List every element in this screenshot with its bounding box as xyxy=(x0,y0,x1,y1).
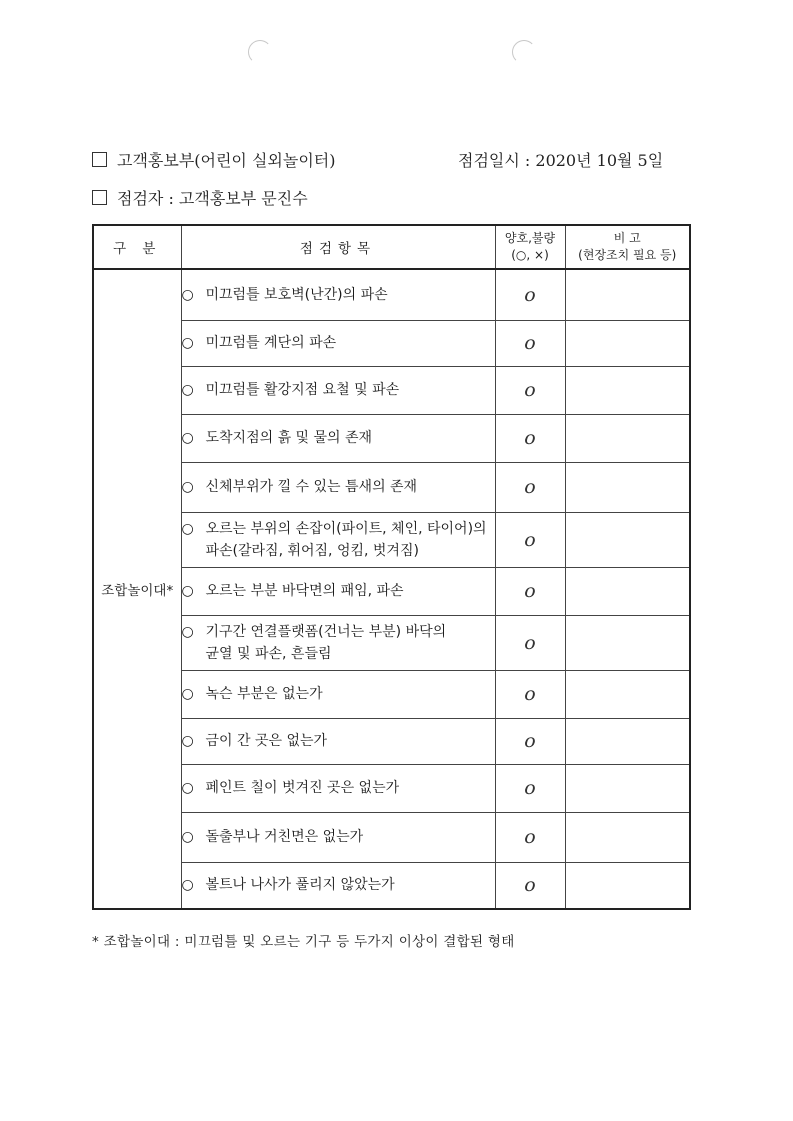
table-row xyxy=(93,670,690,718)
category-cell: 조합놀이대* xyxy=(93,269,181,909)
result-mark: o xyxy=(495,462,565,512)
col-note-line1: 비 고 xyxy=(613,231,641,245)
result-mark: o xyxy=(495,320,565,366)
bullet-icon: ○ xyxy=(181,382,194,398)
check-item-text-cont: 파손(갈라짐, 휘어짐, 엉킴, 벗겨짐) xyxy=(205,542,419,559)
check-item xyxy=(181,269,495,320)
result-mark: o xyxy=(495,512,565,567)
note-cell xyxy=(565,670,690,718)
check-item-text-cont: 균열 및 파손, 흔들림 xyxy=(205,645,332,662)
check-item-text: 오르는 부분 바닥면의 패임, 파손 xyxy=(205,583,404,599)
inspection-date: 점검일시 : 2020년 10월 5일 xyxy=(458,151,664,170)
result-mark: o xyxy=(495,670,565,718)
bullet-icon: ○ xyxy=(181,780,194,796)
result-mark: o xyxy=(495,862,565,909)
table-row xyxy=(93,718,690,764)
check-item-text: 오르는 부위의 손잡이(파이트, 체인, 타이어)의 xyxy=(205,520,487,537)
check-item xyxy=(181,567,495,615)
note-cell xyxy=(565,269,690,320)
check-item-text: 돌출부나 거친면은 없는가 xyxy=(205,829,364,845)
result-mark: o xyxy=(495,414,565,462)
result-mark: o xyxy=(495,269,565,320)
table-row xyxy=(93,812,690,862)
table-row xyxy=(93,414,690,462)
check-item-text: 미끄럼틀 보호벽(난간)의 파손 xyxy=(205,286,388,303)
result-mark: o xyxy=(495,567,565,615)
note-cell xyxy=(565,462,690,512)
check-item xyxy=(181,414,495,462)
check-item-text: 기구간 연결플랫폼(건너는 부분) 바닥의 xyxy=(205,623,447,640)
col-result-line1: 양호,불량 xyxy=(504,231,556,245)
check-item xyxy=(181,615,495,670)
check-item-text: 미끄럼틀 계단의 파손 xyxy=(205,335,337,351)
note-cell xyxy=(565,414,690,462)
check-item xyxy=(181,718,495,764)
table-row xyxy=(93,269,690,320)
bullet-icon: ○ xyxy=(181,286,194,303)
inspection-table xyxy=(92,224,691,910)
table-header-row xyxy=(93,225,690,269)
col-result-header xyxy=(495,225,565,269)
note-cell xyxy=(565,512,690,567)
result-mark: o xyxy=(495,718,565,764)
col-note-line2: (현장조치 필요 등) xyxy=(578,248,677,262)
note-cell xyxy=(565,812,690,862)
check-item-text: 녹슨 부분은 없는가 xyxy=(205,686,323,702)
checkbox-icon xyxy=(92,152,107,167)
col-item-header: 점검항목 xyxy=(181,225,495,269)
note-cell xyxy=(565,615,690,670)
note-cell xyxy=(565,567,690,615)
punch-hole-left xyxy=(248,40,272,64)
col-note-header xyxy=(565,225,690,269)
note-cell xyxy=(565,320,690,366)
col-result-line2: (○, ×) xyxy=(511,248,549,262)
punch-hole-right xyxy=(512,40,536,64)
bullet-icon: ○ xyxy=(181,583,194,599)
bullet-icon: ○ xyxy=(181,733,194,749)
header-inspector xyxy=(92,186,308,209)
check-item xyxy=(181,512,495,567)
check-item xyxy=(181,812,495,862)
table-row xyxy=(93,366,690,414)
footnote: * 조합놀이대 : 미끄럼틀 및 오르는 기구 등 두가지 이상이 결합된 형태 xyxy=(92,934,515,950)
table-row xyxy=(93,764,690,812)
note-cell xyxy=(565,764,690,812)
note-cell xyxy=(565,862,690,909)
note-cell xyxy=(565,366,690,414)
table-row xyxy=(93,567,690,615)
header-inspector-text: 점검자 : 고객홍보부 문진수 xyxy=(117,189,308,208)
check-item xyxy=(181,366,495,414)
check-item xyxy=(181,862,495,909)
check-item xyxy=(181,320,495,366)
bullet-icon: ○ xyxy=(181,335,194,351)
table-row xyxy=(93,320,690,366)
note-cell xyxy=(565,718,690,764)
check-item xyxy=(181,764,495,812)
header-unit xyxy=(92,148,336,171)
check-item-text: 신체부위가 낄 수 있는 틈새의 존재 xyxy=(205,479,418,495)
bullet-icon: ○ xyxy=(181,430,194,446)
check-item xyxy=(181,462,495,512)
bullet-icon: ○ xyxy=(181,686,194,702)
check-item-text: 페인트 칠이 벗겨진 곳은 없는가 xyxy=(205,780,400,796)
table-row xyxy=(93,615,690,670)
result-mark: o xyxy=(495,366,565,414)
table-row xyxy=(93,462,690,512)
result-mark: o xyxy=(495,812,565,862)
col-category-header: 구 분 xyxy=(93,225,181,269)
check-item-text: 볼트나 나사가 풀리지 않았는가 xyxy=(205,877,395,894)
table-row xyxy=(93,512,690,567)
checkbox-icon xyxy=(92,190,107,205)
check-item-text: 미끄럼틀 활강지점 요철 및 파손 xyxy=(205,382,400,398)
bullet-icon: ○ xyxy=(181,829,194,845)
table-row xyxy=(93,862,690,909)
bullet-icon: ○ xyxy=(181,877,194,894)
result-mark: o xyxy=(495,764,565,812)
header-unit-text: 고객홍보부(어린이 실외놀이터) xyxy=(117,151,336,170)
check-item xyxy=(181,670,495,718)
check-item-text: 도착지점의 흙 및 물의 존재 xyxy=(205,430,373,446)
check-item-text: 금이 간 곳은 없는가 xyxy=(205,733,328,749)
bullet-icon: ○ xyxy=(181,520,194,537)
bullet-icon: ○ xyxy=(181,479,194,495)
bullet-icon: ○ xyxy=(181,623,194,640)
result-mark: o xyxy=(495,615,565,670)
